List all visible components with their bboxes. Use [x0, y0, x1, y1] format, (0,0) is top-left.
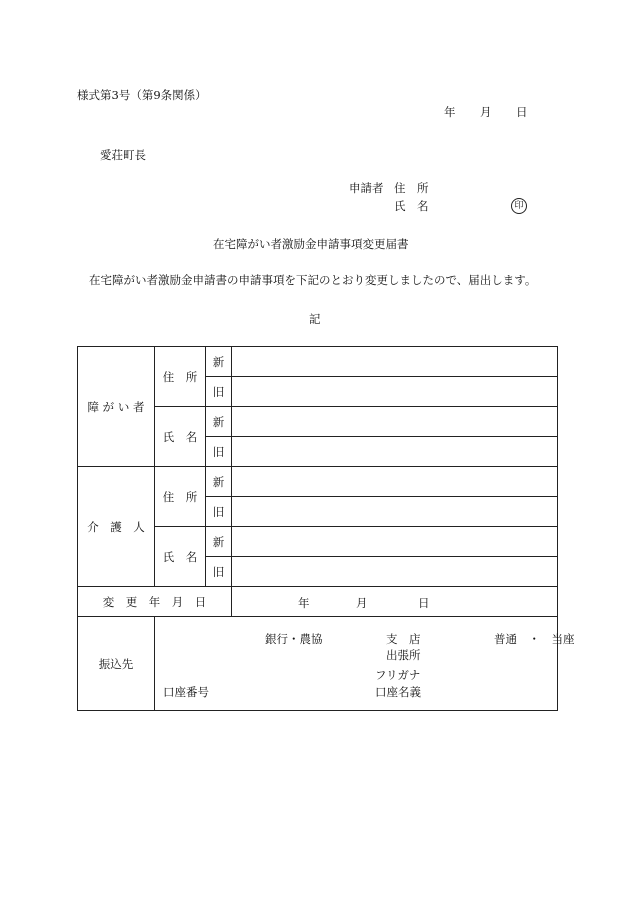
- addressee: 愛荘町長: [100, 148, 146, 162]
- disabled-address-label: 住 所: [155, 347, 206, 407]
- change-date-label: 変 更 年 月 日: [78, 587, 232, 617]
- furigana-label: フリガナ: [375, 668, 421, 682]
- body-text: 在宅障がい者激励金申請書の申請事項を下記のとおり変更しましたので、届出します。: [89, 273, 537, 287]
- bank-label: 銀行・農協: [265, 632, 323, 646]
- seal-icon: 印: [511, 198, 527, 214]
- ki-mark: 記: [309, 312, 321, 326]
- disabled-address-new-label: 新: [206, 347, 232, 377]
- account-type-label: 普通 ・ 当座: [494, 632, 575, 646]
- caregiver-name-new-field[interactable]: [232, 527, 558, 557]
- caregiver-label: 介 護 人: [78, 467, 155, 587]
- transfer-label: 振込先: [78, 617, 155, 711]
- account-holder-label: 口座名義: [375, 685, 421, 699]
- disabled-address-new-field[interactable]: [232, 347, 558, 377]
- caregiver-address-new-field[interactable]: [232, 467, 558, 497]
- caregiver-name-old-label: 旧: [206, 557, 232, 587]
- date-day-label: 日: [516, 105, 528, 119]
- sub-office-label: 出張所: [386, 648, 421, 662]
- caregiver-address-label: 住 所: [155, 467, 206, 527]
- form-number: 様式第3号（第9条関係）: [77, 88, 207, 102]
- disabled-name-old-label: 旧: [206, 437, 232, 467]
- caregiver-name-new-label: 新: [206, 527, 232, 557]
- document-title: 在宅障がい者激励金申請事項変更届書: [213, 237, 409, 251]
- caregiver-address-old-label: 旧: [206, 497, 232, 527]
- account-number-label: 口座番号: [163, 685, 209, 699]
- disabled-name-label: 氏 名: [155, 407, 206, 467]
- branch-label: 支 店: [386, 632, 421, 646]
- change-month-label: 月: [356, 596, 368, 610]
- change-form-table: [77, 346, 575, 711]
- bank-info-field[interactable]: [155, 617, 575, 711]
- caregiver-name-label: 氏 名: [155, 527, 206, 587]
- change-year-label: 年: [298, 596, 310, 610]
- caregiver-address-new-label: 新: [206, 467, 232, 497]
- disabled-name-new-field[interactable]: [232, 407, 558, 437]
- date-year-label: 年: [444, 105, 456, 119]
- date-month-label: 月: [480, 105, 492, 119]
- applicant-address-label: 住 所: [394, 181, 429, 195]
- disabled-person-label: 障 が い 者: [78, 347, 155, 467]
- applicant-label: 申請者: [349, 181, 384, 195]
- disabled-name-old-field[interactable]: [232, 437, 558, 467]
- disabled-address-old-label: 旧: [206, 377, 232, 407]
- caregiver-address-old-field[interactable]: [232, 497, 558, 527]
- disabled-address-old-field[interactable]: [232, 377, 558, 407]
- seal-mark: [511, 197, 527, 214]
- change-date-field[interactable]: [232, 587, 558, 617]
- change-day-label: 日: [418, 596, 430, 610]
- disabled-name-new-label: 新: [206, 407, 232, 437]
- caregiver-name-old-field[interactable]: [232, 557, 558, 587]
- applicant-name-label: 氏 名: [394, 199, 429, 213]
